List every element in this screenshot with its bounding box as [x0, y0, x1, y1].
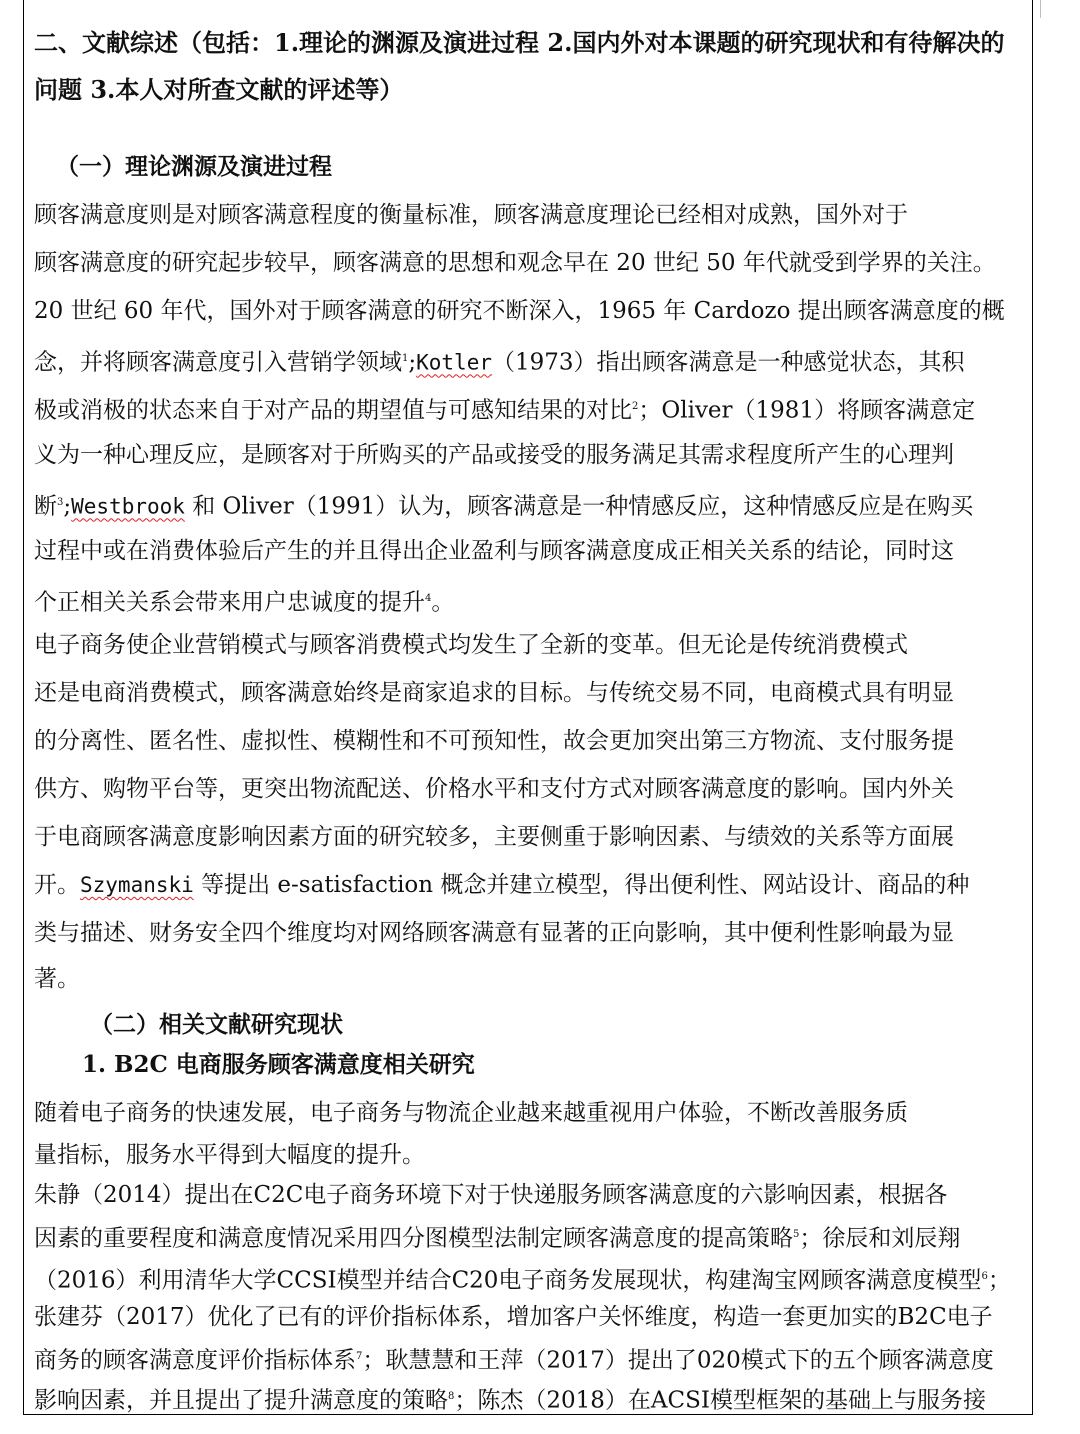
paragraph-line: 供方、购物平台等，更突出物流配送、价格水平和支付方式对顾客满意度的影响。国内外关	[34, 776, 954, 802]
subsubsection-title: 1. B2C 电商服务顾客满意度相关研究	[82, 1051, 475, 1078]
paragraph-line: 类与描述、财务安全四个维度均对网络顾客满意有显著的正向影响，其中便利性影响最为显	[34, 920, 954, 946]
text-run: 商务的顾客满意度评价指标体系	[34, 1347, 356, 1374]
paragraph-line: 量指标，服务水平得到大幅度的提升。	[34, 1142, 425, 1168]
citation-superscript: 3	[57, 497, 64, 508]
citation-superscript: 2	[632, 401, 639, 412]
paragraph-line	[34, 1220, 960, 1254]
text-run: ；陈杰（2018）在ACSI模型框架的基础上与服务接	[454, 1387, 986, 1414]
text-run: ；	[987, 1267, 1011, 1294]
text-run: 个正相关关系会带来用户忠诚度的提升	[34, 589, 425, 616]
paragraph-line	[34, 488, 973, 522]
paragraph-line	[34, 1262, 1011, 1296]
paragraph-line: 还是电商消费模式，顾客满意始终是商家追求的目标。与传统交易不同，电商模式具有明显	[34, 680, 954, 706]
paragraph-line: 朱静（2014）提出在C2C电子商务环境下对于快递服务顾客满意度的六影响因素，根据各	[34, 1182, 948, 1208]
section-heading-line-2: 问题 3.本人对所查文献的评述等）	[34, 75, 404, 104]
spellcheck-marked-word: Szymanski	[80, 873, 194, 897]
subsection-title: （一）理论渊源及演进过程	[56, 153, 332, 180]
paragraph-line: 张建芬（2017）优化了已有的评价指标体系，增加客户关怀维度，构造一套更加实的B2C电子	[34, 1304, 993, 1330]
paragraph-line: 顾客满意度则是对顾客满意程度的衡量标准，顾客满意度理论已经相对成熟，国外对于	[34, 202, 908, 228]
section-heading-line-1: 二、文献综述（包括：1.理论的渊源及演进过程 2.国内外对本课题的研究现状和有待解决的	[34, 28, 1005, 57]
citation-superscript: 4	[425, 593, 432, 604]
paragraph-line	[34, 392, 975, 426]
paragraph-line	[34, 1382, 986, 1416]
spellcheck-marked-word: Westbrook	[71, 494, 185, 519]
citation-superscript: 7	[356, 1351, 363, 1362]
paragraph-line	[34, 584, 454, 618]
text-run: 。	[431, 589, 455, 616]
text-run: ;	[63, 493, 72, 520]
paragraph-line: 随着电子商务的快速发展，电子商务与物流企业越来越重视用户体验，不断改善服务质	[34, 1100, 908, 1126]
text-run: 因素的重要程度和满意度情况采用四分图模型法制定顾客满意度的提高策略	[34, 1225, 793, 1252]
paragraph-line: 过程中或在消费体验后产生的并且得出企业盈利与顾客满意度成正相关关系的结论，同时这	[34, 538, 954, 564]
text-run: 等提出 e-satisfaction 概念并建立模型，得出便利性、网站设计、商品的种	[193, 872, 970, 898]
subsection-title: （二）相关文献研究现状	[90, 1011, 343, 1038]
citation-superscript: 8	[448, 1391, 455, 1402]
citation-superscript: 1	[402, 353, 409, 364]
text-run: 极或消极的状态来自于对产品的期望值与可感知结果的对比	[34, 397, 632, 424]
paragraph-line: 义为一种心理反应，是顾客对于所购买的产品或接受的服务满足其需求程度所产生的心理判	[34, 442, 954, 468]
text-run: 开。	[34, 872, 80, 898]
paragraph-line: 20 世纪 60 年代，国外对于顾客满意的研究不断深入，1965 年 Cardozo 提出顾客满意度的概	[34, 298, 1005, 324]
text-run: ；Oliver（1981）将顾客满意定	[638, 397, 976, 424]
paragraph-line: 顾客满意度的研究起步较早，顾客满意的思想和观念早在 20 世纪 50 年代就受到学界的关注。	[34, 250, 996, 276]
paragraph-line: 于电商顾客满意度影响因素方面的研究较多，主要侧重于影响因素、与绩效的关系等方面展	[34, 824, 954, 850]
paragraph-line	[34, 870, 969, 900]
text-run: 影响因素，并且提出了提升满意度的策略	[34, 1387, 448, 1414]
citation-superscript: 6	[981, 1271, 988, 1282]
text-run: ;	[408, 349, 417, 376]
citation-superscript: 5	[793, 1229, 800, 1240]
text-run: 念，并将顾客满意度引入营销学领域	[34, 349, 402, 376]
paragraph-line: 电子商务使企业营销模式与顾客消费模式均发生了全新的变革。但无论是传统消费模式	[34, 632, 908, 658]
text-run: 断	[34, 493, 57, 520]
page-corner-mark-right	[1040, 0, 1041, 18]
paragraph-line: 的分离性、匿名性、虚拟性、模糊性和不可预知性，故会更加突出第三方物流、支付服务提	[34, 728, 954, 754]
text-run: （1973）指出顾客满意是一种感觉状态，其积	[491, 349, 965, 376]
paragraph-line	[34, 1342, 994, 1376]
text-run: ；耿慧慧和王萍（2017）提出了020模式下的五个顾客满意度	[362, 1347, 994, 1374]
text-run: 和 Oliver（1991）认为，顾客满意是一种情感反应，这种情感反应是在购买	[184, 493, 974, 520]
paragraph-line: 著。	[34, 966, 80, 992]
paragraph-line	[34, 344, 965, 378]
text-run: ；徐辰和刘辰翔	[799, 1225, 961, 1252]
spellcheck-marked-word: Kotler	[416, 350, 492, 375]
text-run: （2016）利用清华大学CCSI模型并结合C20电子商务发展现状，构建淘宝网顾客满意度模型	[34, 1267, 982, 1294]
